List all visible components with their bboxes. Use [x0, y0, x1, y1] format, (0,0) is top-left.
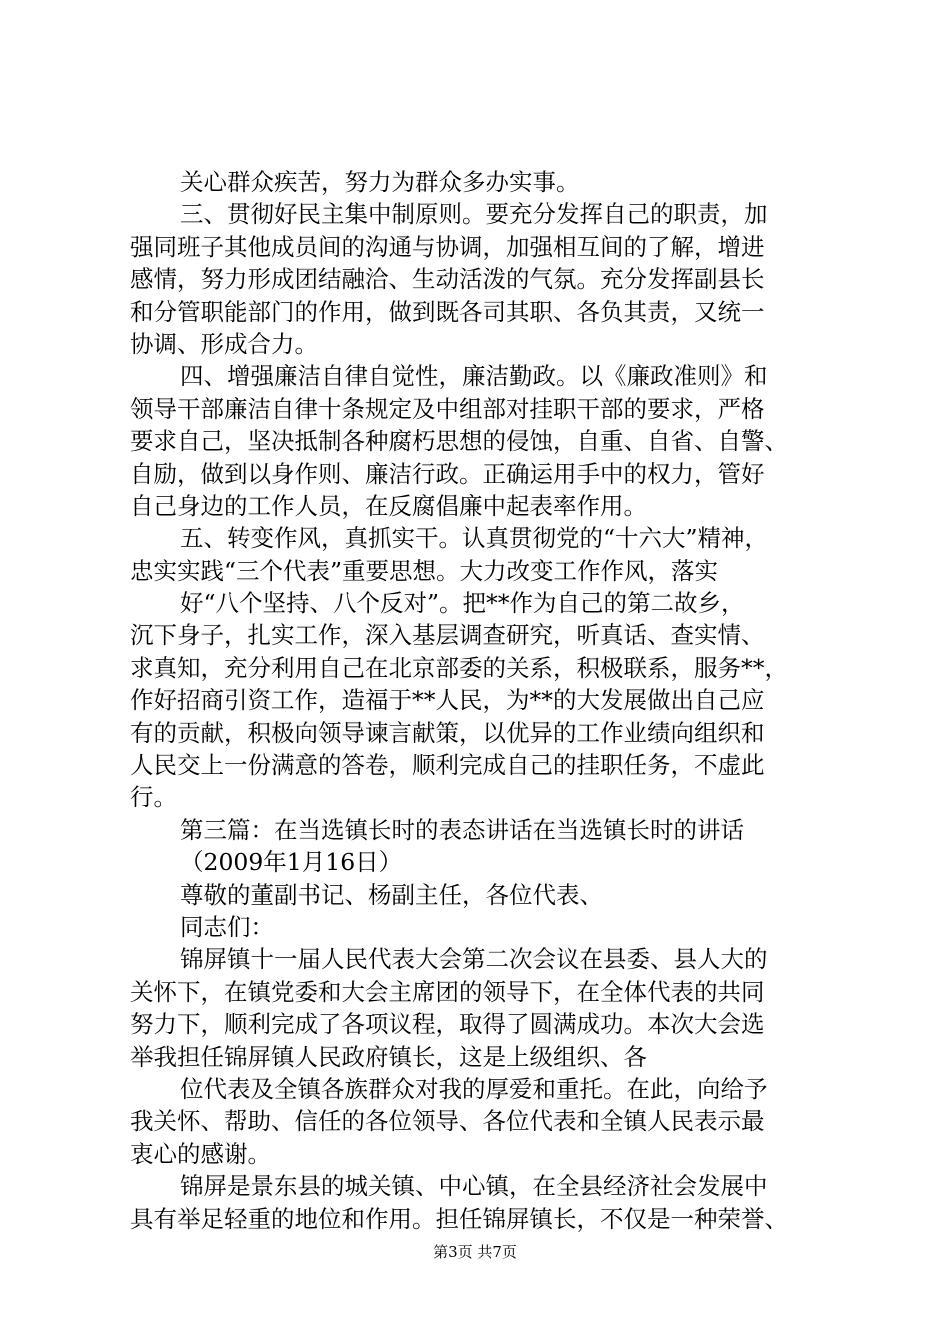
text-line: 有的贡献，积极向领导谏言献策，以优异的工作业绩向组织和: [130, 718, 765, 747]
text-line: 努力下，顺利完成了各项议程，取得了圆满成功。本次大会选: [130, 1010, 765, 1039]
text-line: 锦屏镇十一届人民代表大会第二次会议在县委、县人大的: [180, 945, 768, 974]
text-line: 人民交上一份满意的答卷，顺利完成自己的挂职任务，不虚此: [130, 751, 765, 780]
text-line: 举我担任锦屏镇人民政府镇长，这是上级组织、各: [130, 1042, 647, 1071]
text-line: 要求自己，坚决抵制各种腐朽思想的侵蚀，自重、自省、自警、: [130, 427, 788, 456]
text-line: 自己身边的工作人员，在反腐倡廉中起表率作用。: [130, 491, 647, 520]
text-line: 和分管职能部门的作用，做到既各司其职、各负其责，又统一: [130, 297, 765, 326]
page-footer: 第3页 共7页: [433, 1243, 517, 1261]
text-line: 自励，做到以身作则、廉洁行政。正确运用手中的权力，管好: [130, 459, 765, 488]
text-line: 关怀下，在镇党委和大会主席团的领导下，在全体代表的共同: [130, 977, 765, 1006]
text-line: 忠实实践“三个代表”重要思想。大力改变工作作风，落实: [130, 556, 719, 585]
text-line: 五、转变作风，真抓实干。认真贯彻党的“十六大”精神，: [180, 524, 769, 553]
text-line: 协调、形成合力。: [130, 329, 318, 358]
text-line: 锦屏是景东县的城关镇、中心镇，在全县经济社会发展中: [180, 1172, 768, 1201]
text-line: 强同班子其他成员间的沟通与协调，加强相互间的了解，增进: [130, 232, 765, 261]
text-line: 具有举足轻重的地位和作用。担任锦屏镇长，不仅是一种荣誉、: [130, 1204, 788, 1233]
text-line: 衷心的感谢。: [130, 1139, 271, 1168]
text-line: 四、增强廉洁自律自觉性，廉洁勤政。以《廉政准则》和: [180, 362, 768, 391]
text-line: 关心群众疾苦，努力为群众多办实事。: [180, 168, 580, 196]
document-body: [130, 166, 840, 1235]
text-line: 好“八个坚持、八个反对”。把**作为自己的第二故乡，: [180, 589, 745, 618]
text-line: 感情，努力形成团结融洽、生动活泼的气氛。充分发挥副县长: [130, 265, 765, 294]
text-line: 行。: [130, 783, 177, 812]
text-line: 沉下身子，扎实工作，深入基层调查研究，听真话、查实情、: [130, 621, 765, 650]
text-line: 领导干部廉洁自律十条规定及中组部对挂职干部的要求，严格: [130, 394, 765, 423]
text-line: 第三篇：在当选镇长时的表态讲话在当选镇长时的讲话: [180, 815, 744, 844]
text-line: 三、贯彻好民主集中制原则。要充分发挥自己的职责，加: [180, 200, 768, 229]
text-line: （2009年1月16日）: [180, 848, 403, 877]
text-line: 我关怀、帮助、信任的各位领导、各位代表和全镇人民表示最: [130, 1107, 765, 1136]
text-line: 求真知，充分利用自己在北京部委的关系，积极联系，服务**，: [130, 653, 788, 682]
text-line: 位代表及全镇各族群众对我的厚爱和重托。在此，向给予: [180, 1074, 768, 1103]
text-line: 同志们：: [180, 912, 274, 941]
text-line: 作好招商引资工作，造福于**人民，为**的大发展做出自己应: [130, 686, 765, 715]
text-line: 尊敬的董副书记、杨副主任，各位代表、: [180, 880, 603, 909]
